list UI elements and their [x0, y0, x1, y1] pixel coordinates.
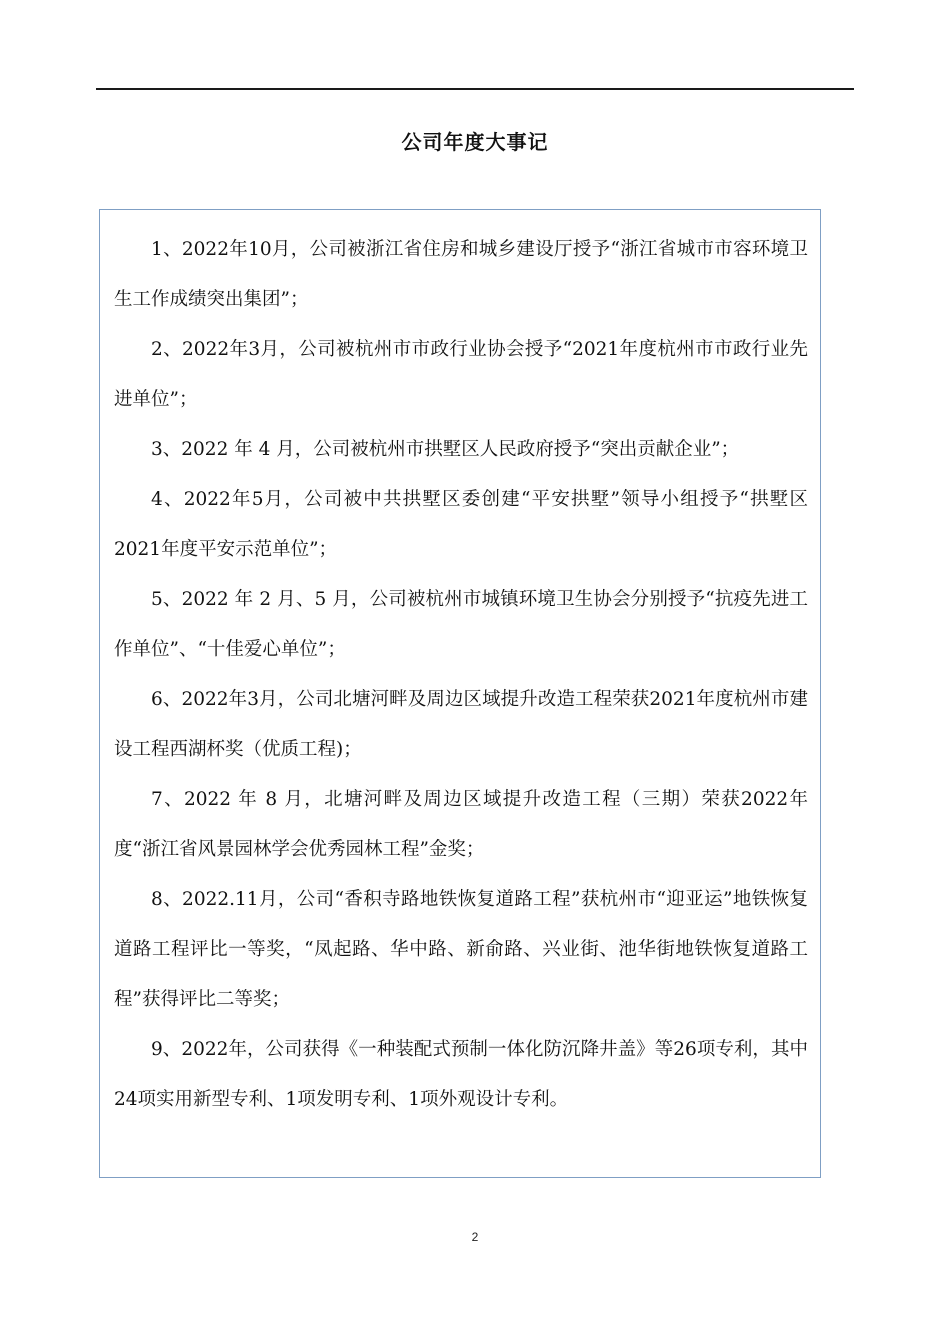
event-item-9: 9、2022年，公司获得《一种装配式预制一体化防沉降井盖》等26项专利，其中24项实用新型专利、1项发明专利、1项外观设计专利。 [114, 1039, 808, 1110]
event-item-6: 6、2022年3月，公司北塘河畔及周边区域提升改造工程荣获2021年度杭州市建设工程西湖杯奖（优质工程)； [114, 689, 808, 760]
event-item-5: 5、2022 年 2 月、5 月，公司被杭州市城镇环境卫生协会分别授予“抗疫先进工作单位”、“十佳爱心单位”； [114, 589, 808, 660]
event-item-3: 3、2022 年 4 月，公司被杭州市拱墅区人民政府授予“突出贡献企业”； [151, 439, 740, 460]
event-item-4: 4、2022年5月，公司被中共拱墅区委创建“平安拱墅”领导小组授予“拱墅区2021年度平安示范单位”； [114, 489, 808, 560]
events-box [99, 209, 821, 1178]
page-title: 公司年度大事记 [401, 130, 549, 154]
event-item-7: 7、2022 年 8 月，北塘河畔及周边区域提升改造工程（三期）荣获2022年度“浙江省风景园林学会优秀园林工程”金奖； [114, 789, 808, 860]
page-number: 2 [471, 1230, 479, 1244]
event-item-2: 2、2022年3月，公司被杭州市市政行业协会授予“2021年度杭州市市政行业先进单位”； [114, 339, 808, 410]
event-item-1: 1、2022年10月，公司被浙江省住房和城乡建设厅授予“浙江省城市市容环境卫生工作成绩突出集团”； [114, 239, 808, 310]
event-item-8: 8、2022.11月，公司“香积寺路地铁恢复道路工程”获杭州市“迎亚运”地铁恢复道路工程评比一等奖，“凤起路、华中路、新俞路、兴业街、池华街地铁恢复道路工程”获得评比二等奖； [114, 889, 808, 1010]
header-rule [96, 88, 854, 90]
